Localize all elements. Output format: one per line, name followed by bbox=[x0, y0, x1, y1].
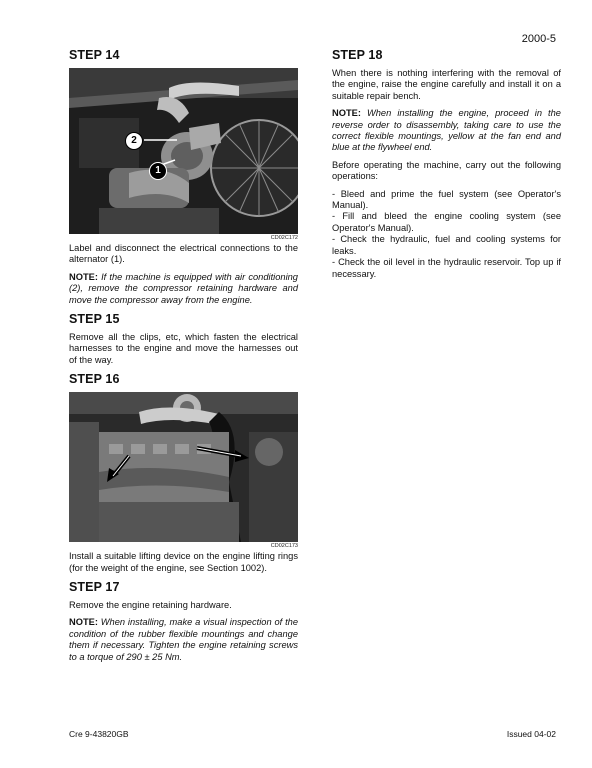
step-15-text: Remove all the clips, etc, which fasten the electrical harnesses to the engine and move the harnesses out of the way. bbox=[69, 332, 298, 365]
engine-lifting-illustration bbox=[69, 392, 298, 542]
note-text: When installing the engine, proceed in the reverse order to disassembly, taking care to use the correct flexible mountings, yellow at the fan end and blue at the flywheel end. bbox=[332, 108, 561, 153]
step-18-text: When there is nothing interfering with the removal of the engine, raise the engine carefully and install it on a suitable repair bench. bbox=[332, 68, 561, 101]
footer-issue-date: Issued 04-02 bbox=[506, 729, 556, 739]
step-14-figure-code: CD02C172 bbox=[270, 235, 298, 241]
list-item: - Check the oil level in the hydraulic reservoir. Top up if necessary. bbox=[332, 257, 561, 279]
note-label: NOTE: bbox=[69, 617, 98, 628]
step-18-note bbox=[332, 108, 561, 154]
callout-2: 2 bbox=[125, 132, 143, 150]
note-label: NOTE: bbox=[69, 271, 98, 282]
operations-list bbox=[332, 189, 561, 280]
step-17-heading: STEP 17 bbox=[69, 580, 120, 595]
step-18-heading: STEP 18 bbox=[332, 48, 383, 62]
step-14-photo bbox=[69, 68, 298, 234]
engine-alternator-illustration bbox=[69, 68, 298, 234]
step-16-photo bbox=[69, 392, 298, 542]
step-16-figure-code: CD02C173 bbox=[270, 543, 298, 550]
step-15-heading: STEP 15 bbox=[69, 312, 120, 327]
note-label: NOTE: bbox=[332, 108, 361, 119]
list-item: - Fill and bleed the engine cooling system (see Operator's Manual). bbox=[332, 211, 561, 233]
page-number: 2000-5 bbox=[521, 33, 556, 45]
step-14-text: Label and disconnect the electrical connections to the alternator (1). bbox=[69, 243, 298, 265]
step-14-heading: STEP 14 bbox=[69, 48, 120, 62]
step-16-text: Install a suitable lifting device on the engine lifting rings (for the weight of the engine, see Section 1002). bbox=[69, 551, 298, 573]
note-text: When installing, make a visual inspection of the condition of the rubber flexible mountings and change them if necessary. Tighten the engine retaining screws to a torque of 290 ± 25 Nm. bbox=[69, 617, 298, 662]
left-column bbox=[69, 48, 298, 669]
list-item: - Check the hydraulic, fuel and cooling systems for leaks. bbox=[332, 234, 561, 256]
right-column bbox=[332, 48, 561, 286]
callout-1: 1 bbox=[149, 162, 167, 180]
step-17-text: Remove the engine retaining hardware. bbox=[69, 600, 232, 611]
step-16-heading: STEP 16 bbox=[69, 372, 120, 387]
step-17-note bbox=[69, 617, 298, 663]
footer-document-code: Cre 9-43820GB bbox=[69, 729, 129, 739]
note-text: If the machine is equipped with air conditioning (2), remove the compressor retaining hardware and move the compressor away from the engine. bbox=[69, 271, 298, 305]
operations-intro: Before operating the machine, carry out the following operations: bbox=[332, 159, 561, 182]
list-item: - Bleed and prime the fuel system (see Operator's Manual). bbox=[332, 188, 561, 211]
step-14-note bbox=[69, 272, 298, 306]
